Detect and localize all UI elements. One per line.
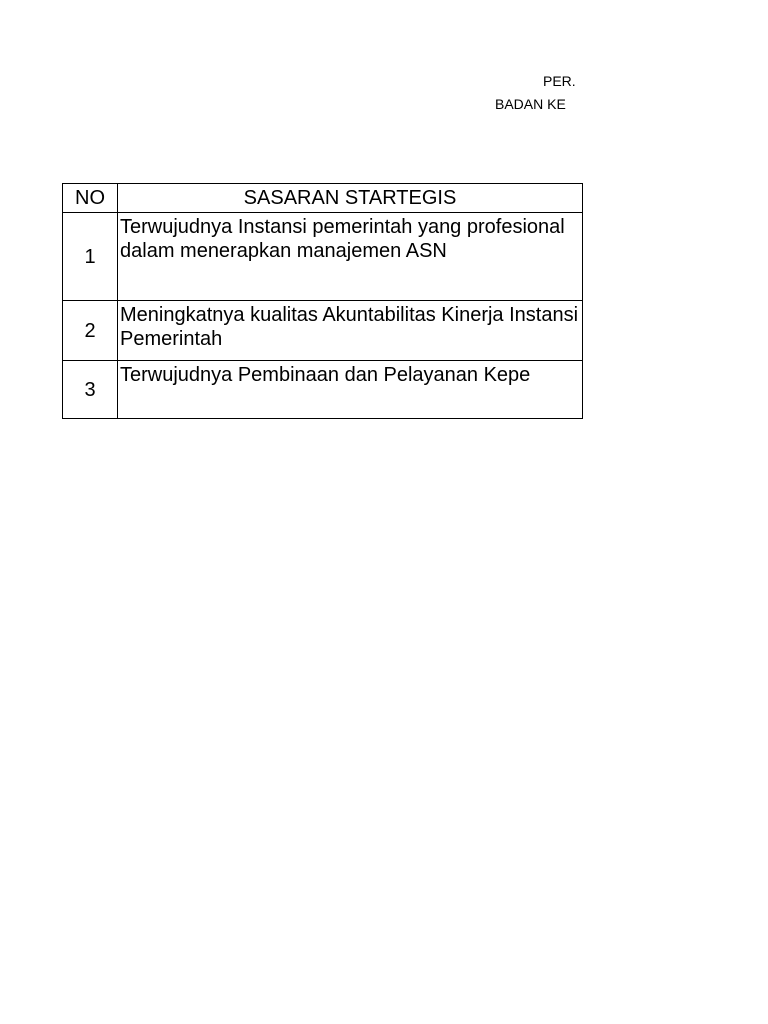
header-line-2: BADAN KE [495,96,566,112]
row-number: 1 [63,213,118,301]
table-row [63,213,583,301]
sasaran-table-container [62,183,583,419]
table-row [63,301,583,361]
column-header-no: NO [63,184,118,213]
row-sasaran: Terwujudnya Instansi pemerintah yang profesional dalam menerapkan manajemen ASN [118,213,583,301]
header-line-1: PER. [543,73,576,89]
sasaran-table [62,183,583,419]
row-sasaran: Meningkatnya kualitas Akuntabilitas Kinerja Instansi Pemerintah [118,301,583,361]
column-header-sasaran: SASARAN STARTEGIS [118,184,583,213]
table-header-row [63,184,583,213]
row-number: 3 [63,361,118,419]
row-sasaran: Terwujudnya Pembinaan dan Pelayanan Kepe [118,361,583,419]
row-number: 2 [63,301,118,361]
table-row [63,361,583,419]
